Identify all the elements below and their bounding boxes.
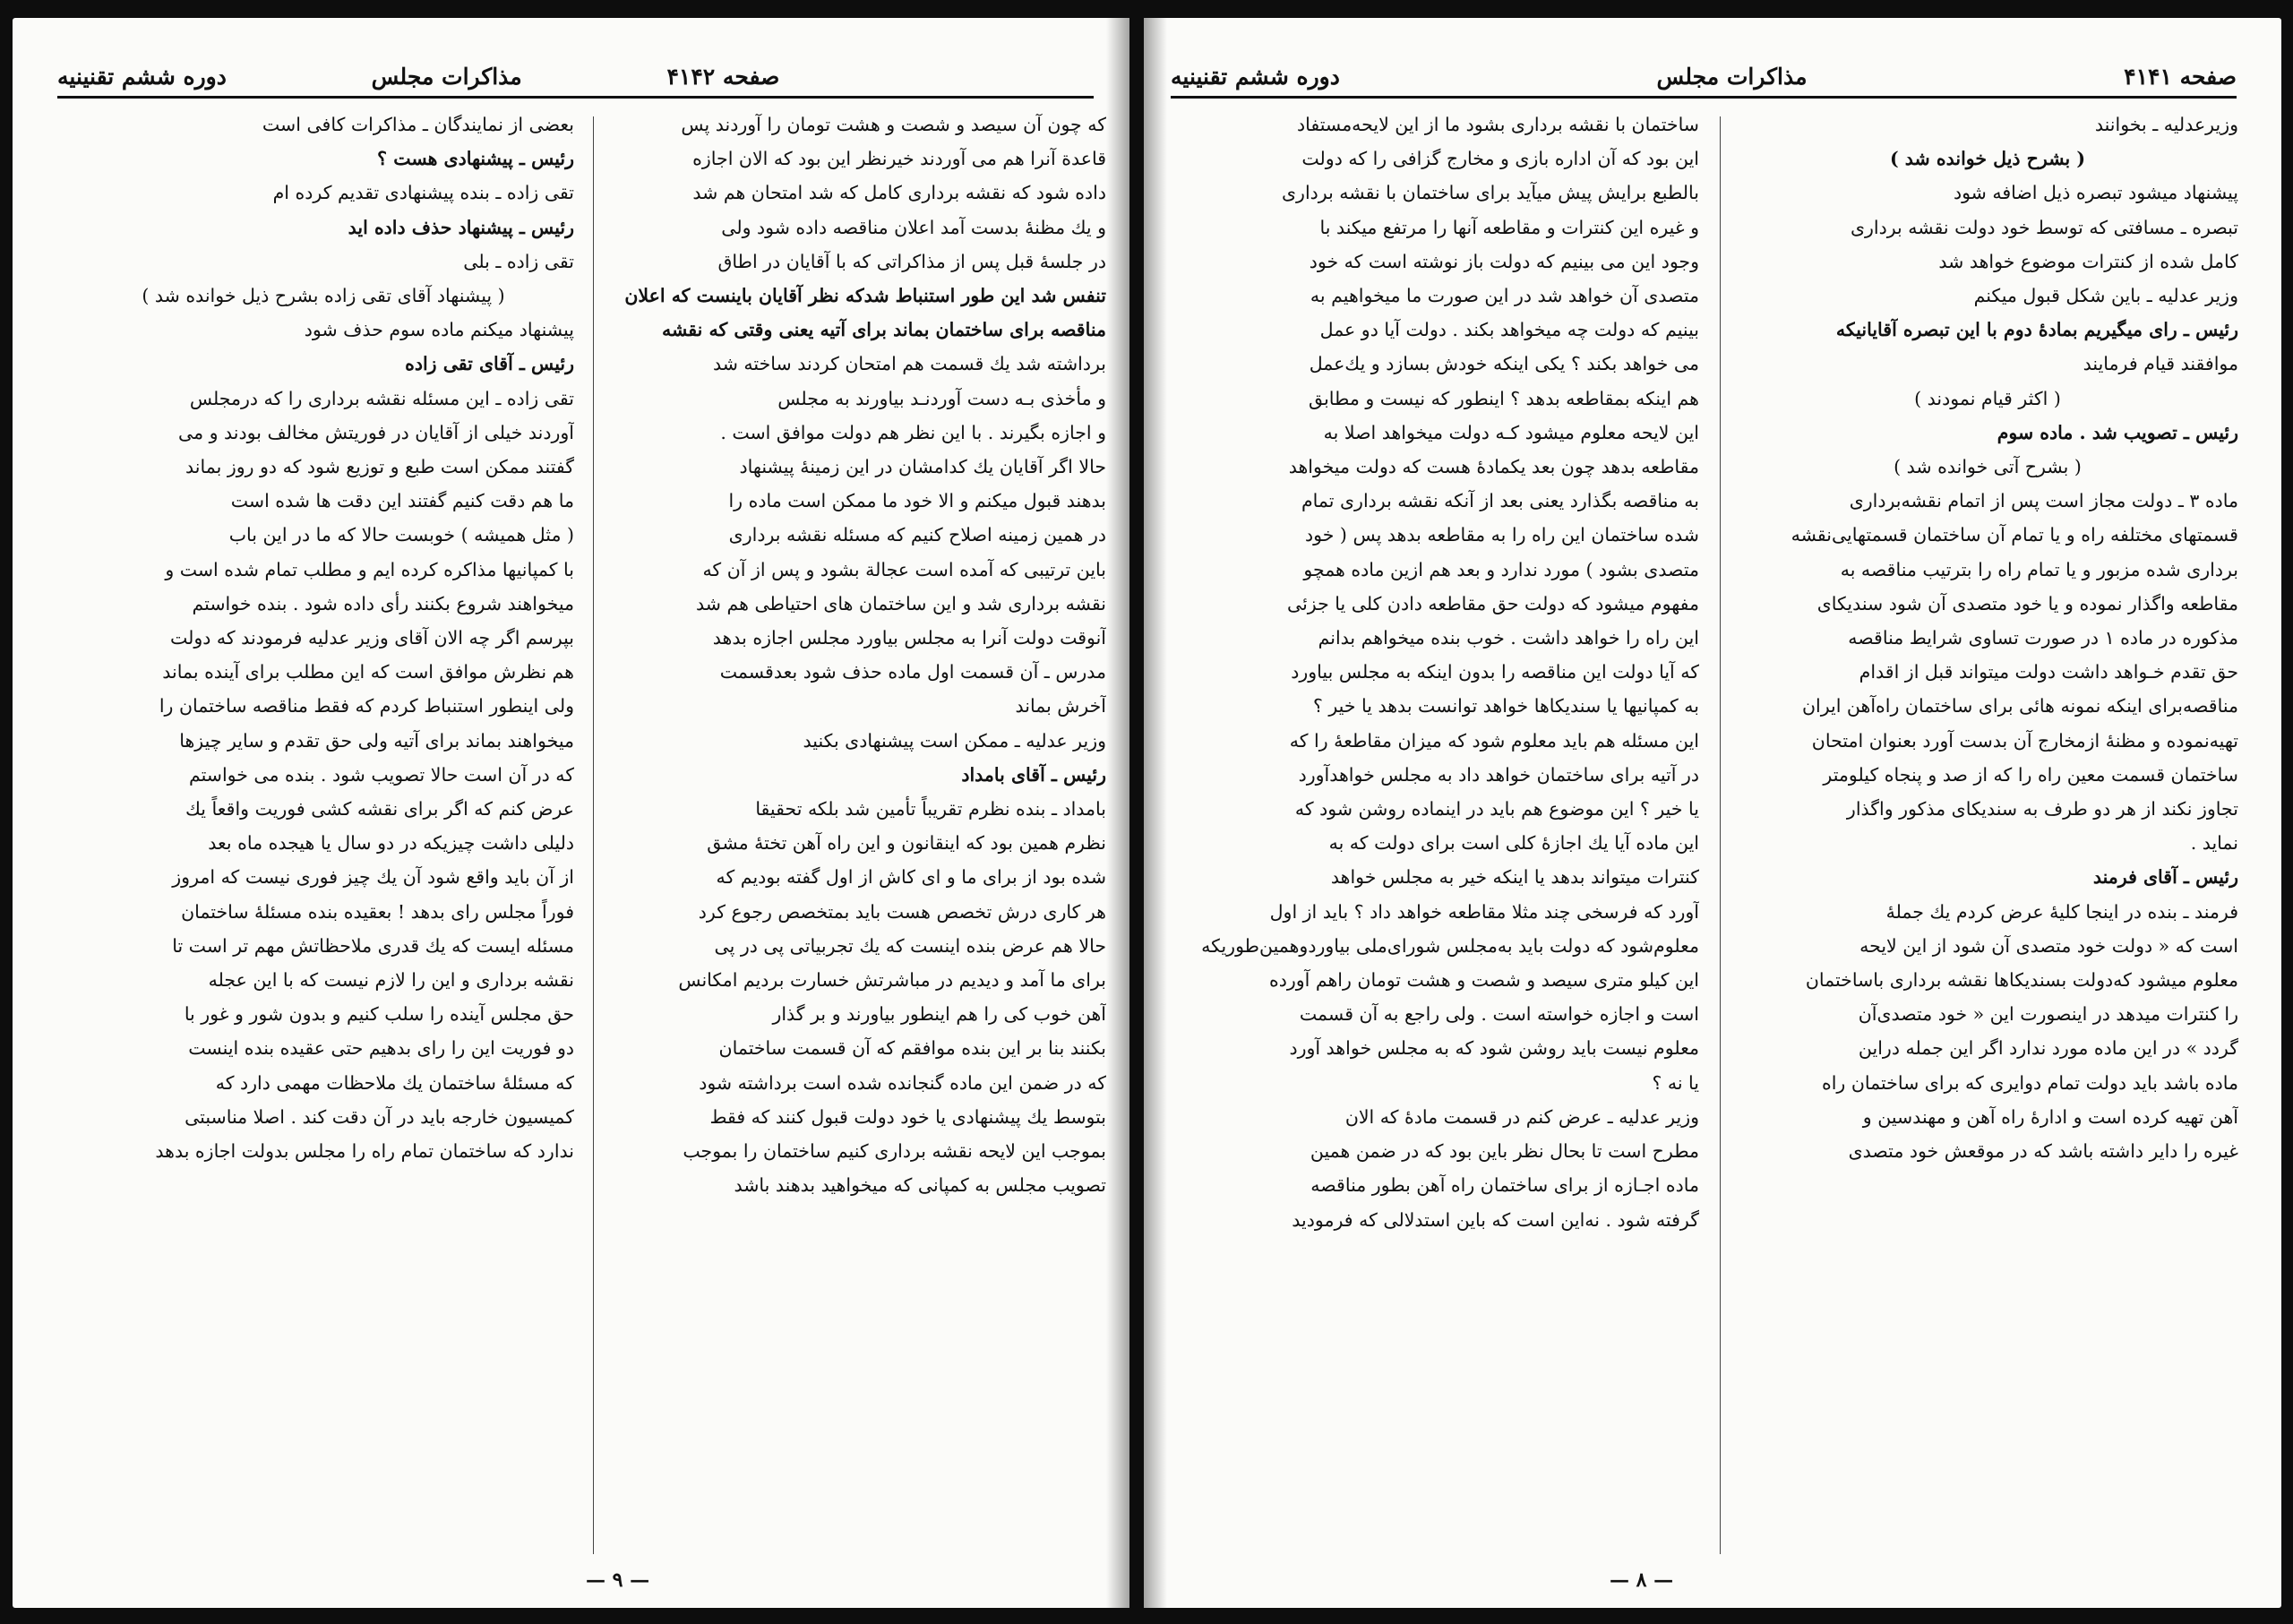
text-line: بدهند قبول میکنم و الا خود ما ممکن است ماده را (728, 490, 1106, 512)
text-line: هر کاری درش تخصص هست باید بمتخصص رجوع کرد (698, 900, 1106, 923)
text-line: کنترات میتواند بدهد یا اینکه خیر به مجلس خواهد (1330, 866, 1699, 889)
text-line: حق تقدم خـواهد داشت دولت میتواند قبل از اقدام (1859, 661, 2238, 683)
text-line: ماده باشد باید دولت تمام دوایری که برای ساختمان راه (1821, 1071, 2238, 1094)
text-line: که در آن است حالا تصویب شود . بنده می خواستم (188, 763, 574, 786)
column-divider (593, 116, 595, 1554)
text-line: متصدی بشود ) مورد ندارد و بعد هم ازین ماده همچو (1303, 558, 1699, 580)
text-line: مدرس ـ آن قسمت اول ماده حذف شود بعدقسمت (719, 661, 1106, 683)
page-number-footer: — ۸ — (1610, 1568, 1674, 1592)
text-line: تبصره ـ مسافتی که توسط خود دولت نقشه برداری (1850, 216, 2238, 238)
text-line: رئیس ـ پیشنهادی هست ؟ (377, 148, 574, 170)
text-line: ماده ۳ ـ دولت مجاز است پس از اتمام نقشه‌برداری (1849, 490, 2238, 512)
text-line: این مسئله هم باید معلوم شود که میزان مقاطعهٔ را که (1289, 729, 1699, 752)
text-line: پیشنهاد میکنم ماده سوم حذف شود (304, 319, 574, 341)
header-page-label: صفحه ۴۱۴۲ (666, 64, 780, 90)
text-line: ساختمان با نقشه برداری بشود ما از این لایحه‌مستفاد (1296, 114, 1699, 135)
text-line: تقی زاده ـ بنده پیشنهادی تقدیم کرده ام (272, 182, 574, 204)
text-line: ( بشرح آتی خوانده شد ) (1894, 456, 2082, 478)
text-line: این کیلو متری سیصد و شصت و هشت تومان راهم آورده (1268, 969, 1699, 992)
text-line: حق مجلس آینده را سلب کنیم و بدون شور و غور با (184, 1003, 574, 1026)
text-line: که آیا دولت این مناقصه را بدون اینکه به مجلس بیاورد (1291, 661, 1699, 683)
text-line: بموجب این لایحه نقشه برداری کنیم ساختمان را بموجب (683, 1140, 1106, 1163)
text-line: مناقصه برای ساختمان بماند برای آتیه یعنی وقتی که نقشه (662, 319, 1106, 341)
text-line: میخواهند بماند برای آتیه ولی حق تقدم و سایر چیزها (179, 729, 574, 752)
text-column-left (1198, 107, 1699, 1563)
text-line: حالا اگر آقایان یك کدامشان در این زمینهٔ پیشنهاد (739, 456, 1106, 478)
text-line: تقی زاده ـ این مسئله نقشه برداری را که درمجلس (189, 387, 574, 409)
column-divider (1720, 116, 1722, 1554)
text-line: ( مثل همیشه ) خوبست حالا که ما در این باب (228, 524, 574, 546)
text-line: معلوم میشود که‌دولت بسندیکاها نقشه برداری باساختمان (1805, 969, 2238, 992)
text-line: را کنترات میدهد در اینصورت این « خود متصدی‌آن (1858, 1003, 2238, 1026)
text-line: دلیلی داشت چیزیکه در دو سال یا هیجده ماه بعد (208, 832, 574, 855)
text-line: موافقند قیام فرمایند (2083, 353, 2238, 375)
text-line: بالطبع برایش پیش میآید برای ساختمان با نقشه برداری (1282, 182, 1699, 204)
text-line: می خواهد بکند ؟ یکی اینکه خودش بسازد و یك‌عمل (1309, 353, 1699, 375)
text-line: آهن تهیه کرده است و ادارهٔ راه آهن و مهندسین و (1862, 1105, 2238, 1128)
text-line: غیره را دایر داشته باشد که در موقعش خود متصدی (1848, 1140, 2238, 1163)
text-line: که در ضمن این ماده گنجانده شده است برداشته شود (699, 1071, 1106, 1094)
text-line: برای ما آمد و دیدیم در مباشرتش خسارت بردیم امکانس (678, 969, 1106, 992)
text-line: به مناقصه بگذارد یعنی بعد از آنکه نقشه برداری تمام (1301, 490, 1699, 512)
text-line: فوراً مجلس رای بدهد ! بعقیده بنده مسئلهٔ ساختمان (181, 900, 574, 923)
text-line: میخواهند شروع بکنند رأی داده شود . بنده خواستم (192, 592, 574, 614)
text-column-left (73, 107, 574, 1563)
text-line: این راه را خواهد داشت . خوب بنده میخواهم بدانم (1318, 627, 1699, 649)
text-line: قسمتهای مختلفه راه و یا تمام آن ساختمان قسمتهایی‌نقشه (1791, 524, 2238, 546)
text-line: مطرح است تا بحال نظر باین بود که در ضمن همین (1310, 1140, 1699, 1163)
text-line: گفتند ممکن است طبع و توزیع شود که دو روز بماند (185, 456, 574, 478)
text-line: رئیس ـ رای میگیریم بمادهٔ دوم با این تبصره آقایانیکه (1835, 319, 2238, 341)
text-line: و اجازه بگیرند . با این نظر هم دولت موافق است . (720, 421, 1106, 443)
text-line: باین ترتیبی که آمده است عجالة بشود و پس از آن که (702, 558, 1106, 580)
text-line: هم اینکه بمقاطعه بدهد ؟ اینطور که نیست و مطابق (1309, 387, 1699, 409)
text-line: برداشته شد یك قسمت هم امتحان کردند ساخته شد (712, 353, 1106, 375)
header-period: دوره ششم تقنینیه (1171, 64, 1340, 90)
text-line: که مسئلهٔ ساختمان یك ملاحظات مهمی دارد که (215, 1071, 574, 1094)
text-line: برداری شده مزبور و یا تمام راه را بترتیب مناقصه به (1840, 558, 2238, 580)
text-line: وزیر عدلیه ـ باین شکل قبول میکنم (1973, 285, 2238, 307)
text-line: ( اکثر قیام نمودند ) (1914, 387, 2061, 409)
text-line: آورد که فرسخی چند مثلا مقاطعه خواهد داد ؟ باید از اول (1269, 900, 1699, 923)
text-line: بینیم که دولت چه میخواهد بکند . دولت آیا دو عمل (1319, 319, 1699, 341)
text-line: مناقصه‌برای اینکه نمونه هائی برای ساختمان راه‌آهن ایران (1801, 695, 2238, 717)
text-line: تهیه‌نموده و مظنهٔ ازمخارج آن بدست آورد بعنوان امتحان (1811, 729, 2238, 752)
text-line: پیشنهاد میشود تبصره ذیل اضافه شود (1953, 182, 2238, 204)
text-line: گردد » در این ماده مورد ندارد اگر این جمله دراین (1858, 1037, 2238, 1060)
left-page (13, 18, 1129, 1608)
text-line: این بود که آن اداره بازی و مخارج گزافی را که دولت (1301, 148, 1699, 170)
text-line: مذکوره در ماده ۱ در صورت تساوی شرایط مناقصه (1848, 627, 2238, 649)
text-line: بعضی از نمایندگان ـ مذاکرات کافی است (262, 114, 574, 135)
header-title: مذاکرات مجلس (1656, 64, 1808, 90)
text-line: مقاطعه بدهد چون بعد یکمادهٔ هست که دولت میخواهد (1288, 456, 1699, 478)
text-line: نماید . (2190, 832, 2238, 855)
text-line: وزیر عدلیه ـ ممکن است پیشنهادی بکنید (803, 729, 1106, 752)
text-line: بپرسم اگر چه الان آقای وزیر عدلیه فرمودند که دولت (170, 627, 574, 649)
right-page (1144, 18, 2281, 1608)
text-line: رئیس ـ تصویب شد . ماده سوم (1997, 421, 2238, 443)
text-line: بامداد ـ بنده نظرم تقریباً تأمین شد بلکه تحقیقا (755, 798, 1106, 821)
text-line: آخرش بماند (1015, 695, 1106, 717)
text-line: قاعدة آنرا هم می آوردند خیرنظر این بود که الان اجازه (692, 148, 1106, 170)
text-line: مسئله ایست که یك قدری ملاحظاتش مهم تر است تا (172, 934, 574, 957)
page-header (1171, 45, 2237, 90)
gutter-shadow (1106, 18, 1129, 1608)
text-line: به کمپانیها یا سندیکاها خواهد توانست بدهد یا خیر ؟ (1312, 695, 1699, 717)
text-column-right (1737, 107, 2238, 1563)
text-line: بکنند بنا بر این بنده موافقم که آن قسمت ساختمان (718, 1037, 1106, 1060)
text-line: شده ساختمان این راه را به مقاطعه بدهد پس ( خود (1305, 524, 1699, 546)
text-line: معلوم‌شود که دولت باید به‌مجلس شورای‌ملی بیاورد‌و‌همین‌طوریکه (1201, 934, 1699, 957)
text-line: و یك مظنهٔ بدست آمد اعلان مناقصه داده شود ولی (721, 216, 1106, 238)
text-line: حالا هم عرض بنده اینست که یك تجربیاتی پی در پی (714, 934, 1106, 957)
text-line: در جلسهٔ قبل پس از مذاکراتی که با آقایان در اطاق (717, 250, 1106, 272)
text-line: است که « دولت خود متصدی آن شود از این لایحه (1859, 934, 2238, 957)
page-header (57, 45, 1094, 90)
header-rule (1171, 96, 2237, 99)
header-title: مذاکرات مجلس (371, 64, 522, 90)
text-line: کمیسیون خارجه باید در آن دقت کند . اصلا مناسبتی (185, 1105, 574, 1128)
text-line: آوردند خیلی از آقایان در فوریتش مخالف بودند و می (178, 421, 574, 443)
text-line: رئیس ـ آقای فرمند (2092, 866, 2238, 889)
text-line: است و اجازه خواسته است . ولی راجع به آن قسمت (1299, 1003, 1699, 1026)
text-line: این ماده آیا یك اجازهٔ کلی است برای دولت که به (1328, 832, 1699, 855)
text-line: در آتیه برای ساختمان خواهد داد به مجلس خواهدآورد (1298, 763, 1699, 786)
text-line: تنفس شد این طور استنباط شدکه نظر آقایان باینست که اعلان (624, 285, 1106, 307)
text-line: ندارد که ساختمان تمام راه را مجلس بدولت اجازه بدهد (155, 1140, 574, 1163)
text-line: بتوسط یك پیشنهادی یا خود دولت قبول کنند که فقط (709, 1105, 1106, 1128)
text-line: هم نظرش موافق است که این مطلب برای آینده بماند (162, 661, 574, 683)
text-line: از آن باید واقع شود آن یك چیز فوری نیست که امروز (172, 866, 574, 889)
text-line: ولی اینطور استنباط کردم که فقط مناقصه ساختمان را (159, 695, 574, 717)
text-line: یا نه ؟ (1652, 1071, 1699, 1094)
text-line: وجود این می بینیم که دولت باز نوشته است که خود (1309, 250, 1699, 272)
text-line: معلوم نیست باید روشن شود که به مجلس خواهد آورد (1289, 1037, 1699, 1060)
text-line: تصویب مجلس به کمپانی که میخواهید بدهند باشد (734, 1174, 1106, 1197)
text-line: رئیس ـ پیشنهاد حذف داده اید (348, 216, 574, 238)
text-line: نظرم همین بود که اینقانون و این راه آهن تختهٔ مشق (707, 832, 1106, 855)
text-line: و مأخذی بـه دست آوردنـد بیاورند به مجلس (777, 387, 1106, 409)
text-line: وزیرعدلیه ـ بخوانند (2094, 114, 2238, 135)
text-column-right (605, 107, 1106, 1563)
header-rule (57, 96, 1094, 99)
text-line: ماده اجـازه از برای ساختمان راه آهن بطور مناقصه (1310, 1174, 1699, 1197)
text-line: رئیس ـ آقای بامداد (961, 763, 1106, 786)
text-line: کامل شده از کنترات موضوع خواهد شد (1938, 250, 2238, 272)
text-line: وزیر عدلیه ـ عرض کنم در قسمت مادهٔ که الان (1344, 1105, 1699, 1128)
text-line: داده شود که نقشه برداری کامل که شد امتحان هم شد (692, 182, 1106, 204)
page-number-footer: — ۹ — (586, 1568, 650, 1592)
text-line: ما هم دقت کنیم گفتند این دقت ها شده است (230, 490, 574, 512)
text-line: نقشه برداری شد و این ساختمان های احتیاطی هم شد (696, 592, 1106, 614)
text-line: در همین زمینه اصلاح کنیم که مسئله نقشه برداری (728, 524, 1106, 546)
gutter-shadow (1144, 18, 1167, 1608)
text-line: شده بود از برای ما و ای کاش از اول گفته بودیم که (716, 866, 1106, 889)
text-line: آهن خوب کی را هم اینطور بیاورند و بر گذار (772, 1003, 1106, 1026)
text-line: دو فوریت این را رای بدهیم حتی عقیده بنده اینست (188, 1037, 574, 1060)
text-line: تجاوز نکند از هر دو طرف به سندیکای مذکور واگذار (1846, 798, 2238, 821)
text-line: یا خیر ؟ این موضوع هم باید در اینماده روشن شود که (1294, 798, 1699, 821)
text-line: رئیس ـ آقای تقی زاده (405, 353, 574, 375)
text-line: نقشه برداری و این را لازم نیست که با این عجله (208, 969, 574, 992)
text-line: آنوقت دولت آنرا به مجلس بیاورد مجلس اجازه بدهد (712, 627, 1106, 649)
text-line: گرفته شود . نه‌این است که باین استدلالی که فرمودید (1292, 1208, 1699, 1231)
text-line: ( پیشنهاد آقای تقی زاده بشرح ذیل خوانده شد ) (142, 285, 505, 307)
text-line: که چون آن سیصد و شصت و هشت تومان را آوردند پس (681, 114, 1106, 135)
text-line: این لایحه معلوم میشود کـه دولت میخواهد اصلا به (1323, 421, 1699, 443)
text-line: و غیره این کنترات و مقاطعه آنها را مرتفع میکند با (1319, 216, 1699, 238)
text-line: تقی زاده ـ بلی (463, 250, 574, 272)
text-line: ( بشرح ذیل خوانده شد ) (1889, 148, 2086, 170)
text-line: عرض کنم که اگر برای نقشه کشی فوریت واقعاً یك (185, 798, 574, 821)
text-line: فرمند ـ بنده در اینجا کلیهٔ عرض کردم یك جملهٔ (1885, 900, 2238, 923)
text-line: متصدی آن خواهد شد در این صورت ما میخواهیم به (1310, 285, 1699, 307)
header-period-visible: دوره ششم تقنینیه (57, 64, 227, 90)
text-line: ساختمان قسمت معین راه را که از صد و پنجاه کیلومتر (1823, 763, 2238, 786)
text-line: مفهوم میشود که دولت حق مقاطعه دادن کلی یا جزئی (1287, 592, 1699, 614)
text-line: مقاطعه واگذار نموده و یا خود متصدی آن شود سندیکای (1816, 592, 2238, 614)
header-page-label: صفحه ۴۱۴۱ (2124, 64, 2237, 90)
text-line: با کمپانیها مذاکره کرده ایم و مطلب تمام شده است و (165, 558, 574, 580)
